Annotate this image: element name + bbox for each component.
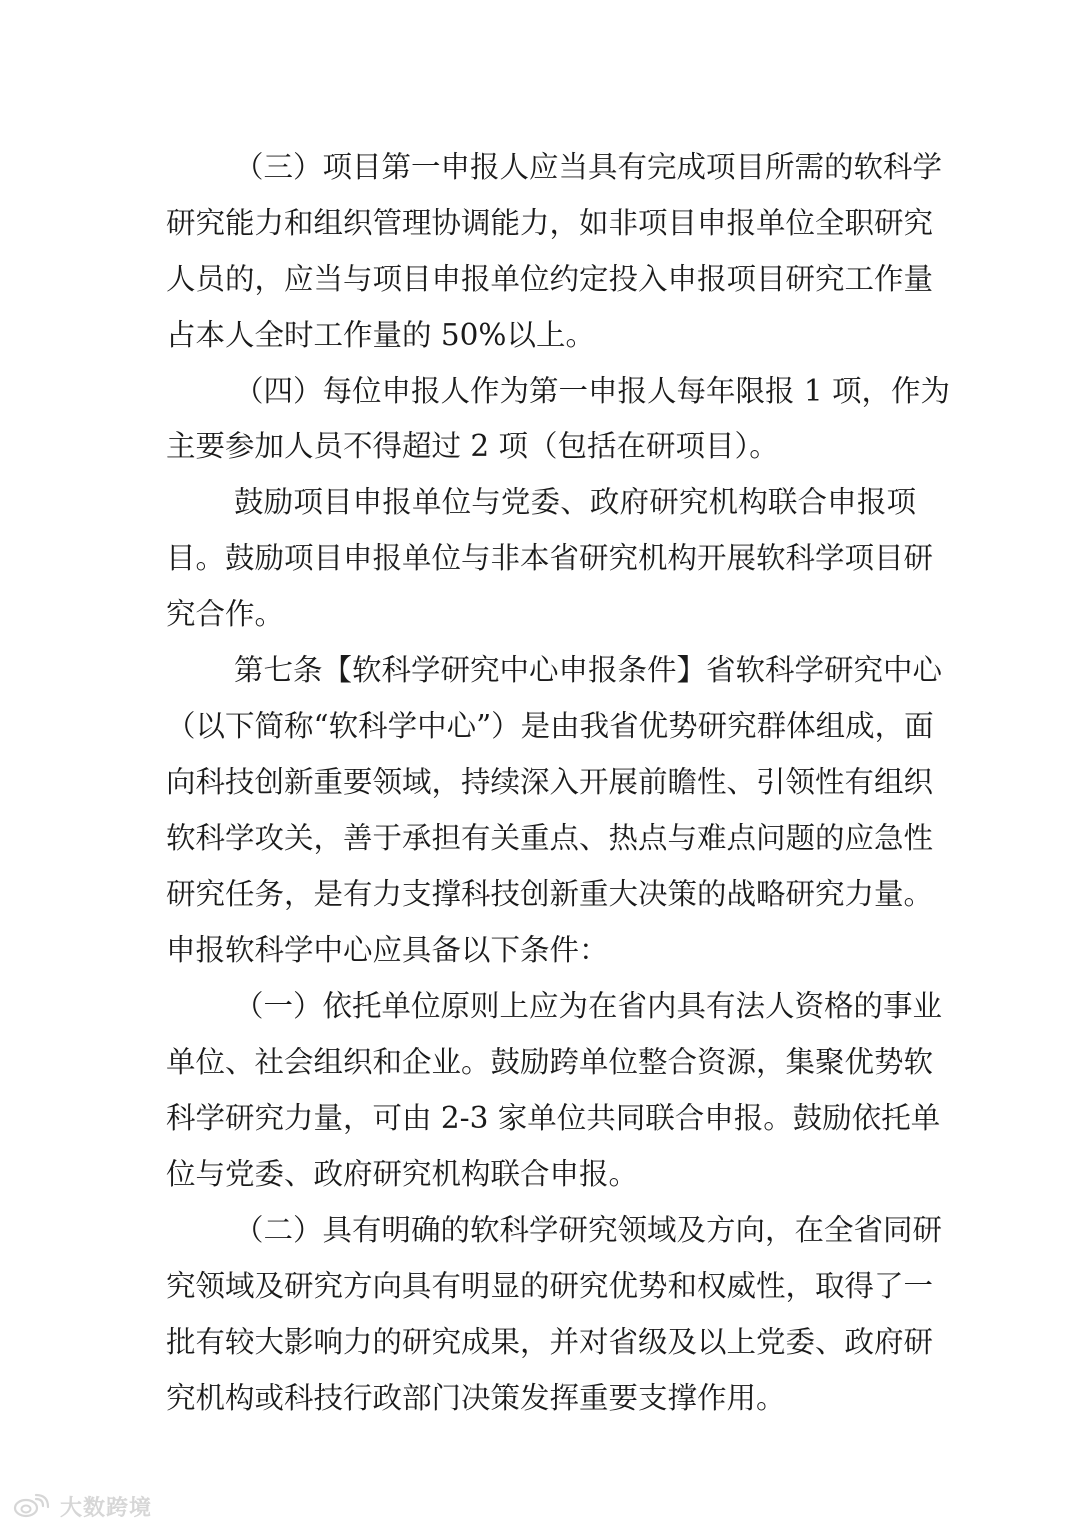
weibo-logo-icon — [12, 1493, 56, 1519]
text-line: 人员的，应当与项目申报单位约定投入申报项目研究工作量 — [166, 262, 934, 296]
text-line: 研究能力和组织管理协调能力，如非项目申报单位全职研究 — [166, 206, 934, 240]
watermark-text: 大数跨境 — [60, 1495, 153, 1521]
text-line: （一）依托单位原则上应为在省内具有法人资格的事业 — [234, 989, 943, 1023]
text-line: 鼓励项目申报单位与党委、政府研究机构联合申报项 — [234, 485, 916, 519]
text-line: 向科技创新重要领域，持续深入开展前瞻性、引领性有组织 — [166, 765, 934, 799]
text-line: （三）项目第一申报人应当具有完成项目所需的软科学 — [234, 150, 943, 184]
text-line: 目。鼓励项目申报单位与非本省研究机构开展软科学项目研 — [166, 541, 934, 575]
text-line: 单位、社会组织和企业。鼓励跨单位整合资源，集聚优势软 — [166, 1045, 934, 1079]
text-line: 软科学攻关，善于承担有关重点、热点与难点问题的应急性 — [166, 821, 934, 855]
text-line: 批有较大影响力的研究成果，并对省级及以上党委、政府研 — [166, 1325, 934, 1359]
text-line: （四）每位申报人作为第一申报人每年限报 1 项，作为 — [234, 374, 951, 408]
text-line: （以下简称“软科学中心”）是由我省优势研究群体组成，面 — [166, 709, 934, 743]
text-line: 第七条【软科学研究中心申报条件】省软科学研究中心 — [234, 653, 943, 687]
text-line: （二）具有明确的软科学研究领域及方向，在全省同研 — [234, 1213, 943, 1247]
text-line: 究合作。 — [166, 597, 285, 631]
text-line: 位与党委、政府研究机构联合申报。 — [166, 1157, 639, 1191]
text-line: 申报软科学中心应具备以下条件： — [166, 933, 609, 967]
text-line: 科学研究力量，可由 2-3 家单位共同联合申报。鼓励依托单 — [166, 1101, 941, 1135]
text-line: 研究任务，是有力支撑科技创新重大决策的战略研究力量。 — [166, 877, 934, 911]
text-line: 究领域及研究方向具有明显的研究优势和权威性，取得了一 — [166, 1269, 934, 1303]
text-line: 究机构或科技行政部门决策发挥重要支撑作用。 — [166, 1381, 786, 1415]
text-line: 主要参加人员不得超过 2 项（包括在研项目）。 — [166, 429, 779, 463]
watermark — [12, 1492, 152, 1520]
text-line: 占本人全时工作量的 50%以上。 — [166, 318, 595, 352]
